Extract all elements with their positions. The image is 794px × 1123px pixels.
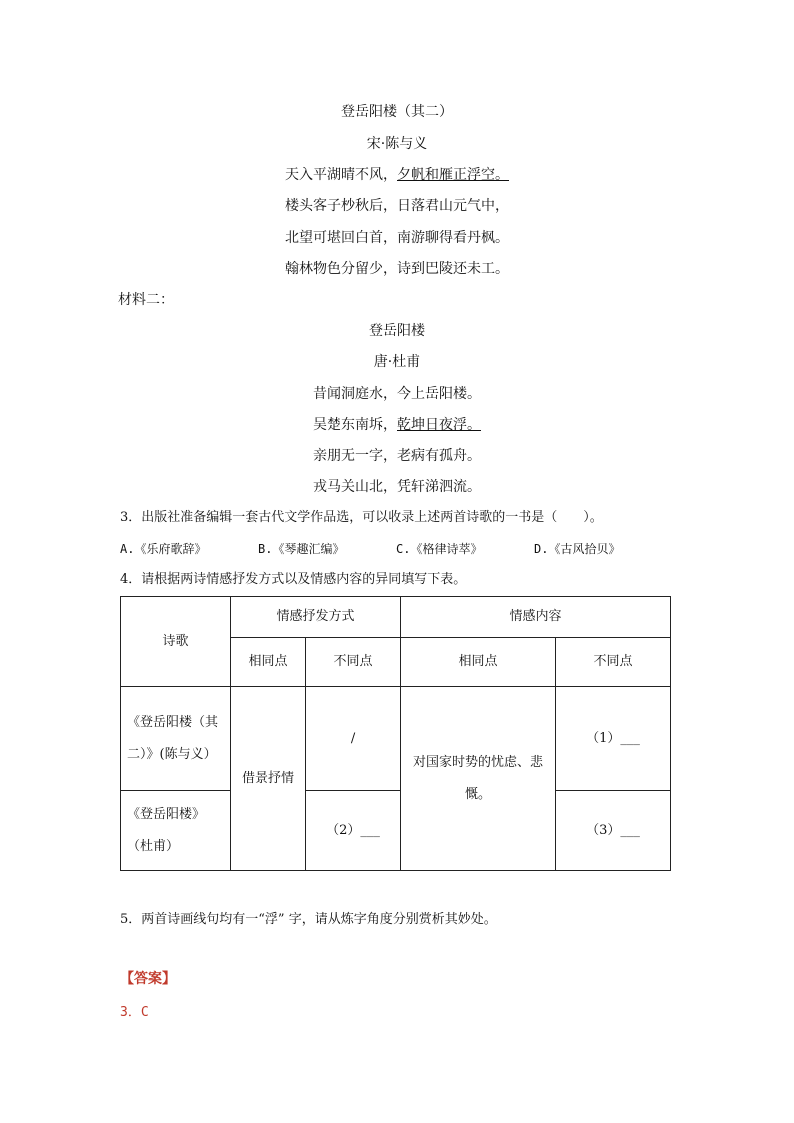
q4-group-method: 情感抒发方式: [231, 597, 401, 638]
q4-method-same-cell: 借景抒情: [231, 687, 306, 871]
poem2-line1: 昔闻洞庭水，今上岳阳楼。: [313, 386, 481, 402]
q4-text: 4．请根据两诗情感抒发方式以及情感内容的异同填写下表。: [120, 572, 467, 587]
q3-option-b: B.《琴趣汇编》: [258, 542, 345, 556]
q4-header-row1: [121, 597, 671, 638]
q4-group-content: 情感内容: [401, 597, 671, 638]
q4-row1-poem: 《登岳阳楼（其二）》(陈与义）: [121, 687, 231, 791]
poem1-line1-underlined: 夕帆和雁正浮空。: [397, 167, 509, 183]
poem1-author: 宋·陈与义: [366, 136, 428, 152]
answer-value: 3．C: [120, 1005, 149, 1020]
poem2-line2: [0, 415, 794, 435]
poem1-line4: 翰林物色分留少，诗到巴陵还未工。: [285, 261, 509, 277]
q4-method-diff-header: 不同点: [306, 638, 401, 687]
q3-option-d: D.《古风拾贝》: [534, 542, 621, 556]
poem2-line2-underlined: 乾坤日夜浮。: [397, 417, 481, 433]
q4-row2-method-diff[interactable]: （2）___: [306, 791, 401, 871]
q4-row1-content-diff[interactable]: （1）___: [556, 687, 671, 791]
poem2-line3: 亲朋无一字，老病有孤舟。: [313, 448, 481, 464]
poem1-line3: 北望可堪回白首，南游聊得看丹枫。: [285, 230, 509, 246]
q5-text: 5．两首诗画线句均有一“浮” 字，请从炼字角度分别赏析其妙处。: [120, 912, 497, 927]
q3-option-c: C.《格律诗萃》: [396, 542, 483, 556]
q4-content-same-header: 相同点: [401, 638, 556, 687]
q4-table: [120, 596, 671, 871]
poem2-line2-plain: 吴楚东南坼，: [313, 417, 397, 433]
poem2-author: 唐·杜甫: [373, 354, 421, 370]
poem1-line1: [0, 165, 794, 185]
poem1-title: 登岳阳楼（其二）: [341, 104, 453, 120]
poem2-line4: 戎马关山北，凭轩涕泗流。: [313, 479, 481, 495]
q4-content-diff-header: 不同点: [556, 638, 671, 687]
poem1-line1-plain: 天入平湖晴不风，: [285, 167, 397, 183]
material2-label: 材料二：: [118, 292, 174, 308]
q3-text: 3．出版社准备编辑一套古代文学作品选，可以收录上述两首诗歌的一书是（ ）。: [120, 510, 603, 525]
answer-heading: 【答案】: [120, 971, 176, 987]
q4-col-poem: 诗歌: [121, 597, 231, 687]
poem2-title: 登岳阳楼: [369, 323, 425, 339]
q4-row1-method-diff: /: [306, 687, 401, 791]
q4-row2-poem: 《登岳阳楼》（杜甫）: [121, 791, 231, 871]
q4-row-du: [121, 791, 671, 871]
q4-row-chen: [121, 687, 671, 791]
q4-row2-content-diff[interactable]: （3）___: [556, 791, 671, 871]
q4-content-same-cell: 对国家时势的忧虑、悲慨。: [401, 687, 556, 871]
q4-method-same-header: 相同点: [231, 638, 306, 687]
q3-option-a: A.《乐府歌辞》: [120, 542, 207, 556]
poem1-line2: 楼头客子杪秋后，日落君山元气中，: [285, 198, 509, 214]
